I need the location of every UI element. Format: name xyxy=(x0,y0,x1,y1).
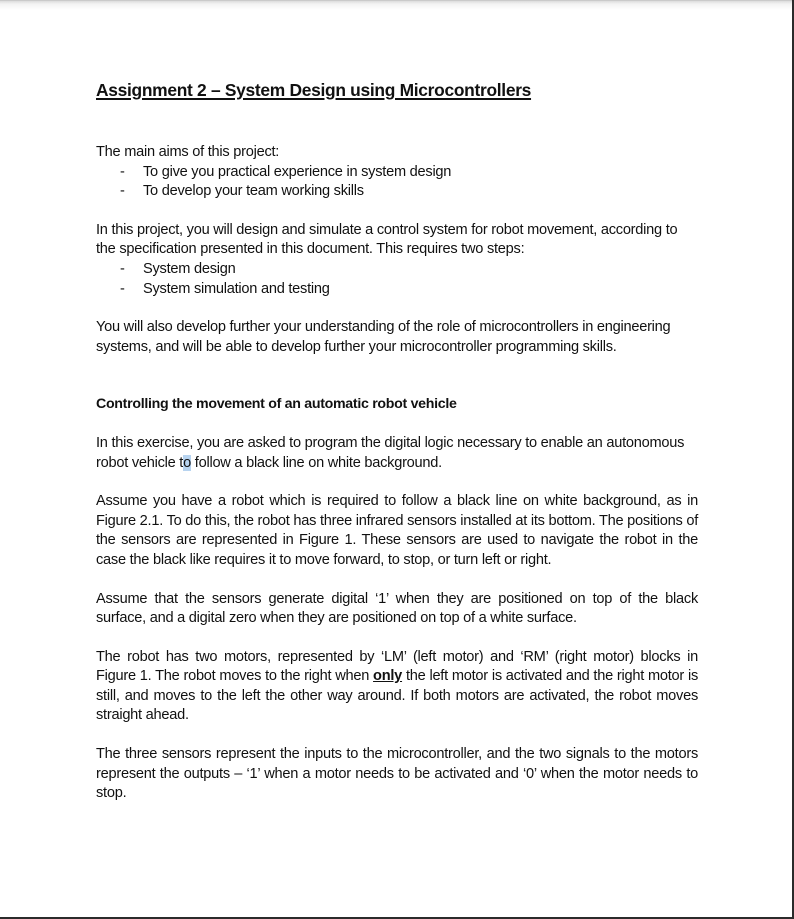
motors-emphasis: only xyxy=(373,668,403,685)
aims-list xyxy=(96,163,698,202)
motors-text-after: the left motor is activated and the right motor is still, and moves to the left the other way around. If both motors are activated, the robot moves straight ahead. xyxy=(96,668,698,724)
page-top-shadow xyxy=(0,0,792,10)
exercise-text-before: In this exercise, you are asked to program the digital logic necessary to enable an autonomous robot vehicle t xyxy=(96,434,685,471)
aims-lead: The main aims of this project: xyxy=(96,144,280,160)
motors-text-before: The robot has two motors, represented by ‘LM’ (left motor) and ‘RM’ (right motor) blocks in Figure 1. The robot moves to the right when xyxy=(96,648,698,685)
steps-list-item xyxy=(96,260,698,280)
exercise-paragraph xyxy=(96,434,698,473)
understanding-paragraph: You will also develop further your understanding of the role of microcontrollers in engineering systems, and will be able to develop further your microcontroller programming skills. xyxy=(96,319,671,355)
assume-robot-paragraph: Assume you have a robot which is required to follow a black line on white background, as in Figure 2.1. To do this, the robot has three infrared sensors installed at its bottom. The positions of the sensors are represented in Figure 1. These sensors are used to navigate the robot in the case the black like requires it to move forward, to stop, or turn left or right. xyxy=(96,493,698,568)
bullet-dash: - xyxy=(120,183,125,200)
aims-list-item xyxy=(96,163,698,183)
steps-item-text: System design xyxy=(143,260,236,277)
aims-item-text: To develop your team working skills xyxy=(143,183,364,200)
exercise-text-after: follow a black line on white background. xyxy=(190,454,442,471)
steps-list-item xyxy=(96,280,698,300)
bullet-dash: - xyxy=(120,280,125,297)
motors-paragraph xyxy=(96,648,698,726)
document-content xyxy=(96,79,698,804)
inputs-outputs-paragraph: The three sensors represent the inputs to the microcontroller, and the two signals to the motors represent the outputs – ‘1’ when a motor needs to be activated and ‘0’ when the motor needs to stop. xyxy=(96,746,698,802)
aims-list-item xyxy=(96,182,698,202)
text-selection-highlight[interactable]: o xyxy=(183,454,191,471)
assume-sensors-paragraph: Assume that the sensors generate digital ‘1’ when they are positioned on top of the black surface, and a digital zero when they are positioned on top of a white surface. xyxy=(96,590,698,627)
document-title: Assignment 2 – System Design using Microcontrollers xyxy=(96,80,532,100)
steps-item-text: System simulation and testing xyxy=(143,280,330,297)
section-heading: Controlling the movement of an automatic robot vehicle xyxy=(96,396,457,413)
project-paragraph: In this project, you will design and simulate a control system for robot movement, according to the specification presented in this document. This requires two steps: xyxy=(96,221,678,258)
bullet-dash: - xyxy=(120,260,125,277)
bullet-dash: - xyxy=(120,163,125,180)
aims-item-text: To give you practical experience in system design xyxy=(143,163,452,180)
steps-list xyxy=(96,260,698,299)
